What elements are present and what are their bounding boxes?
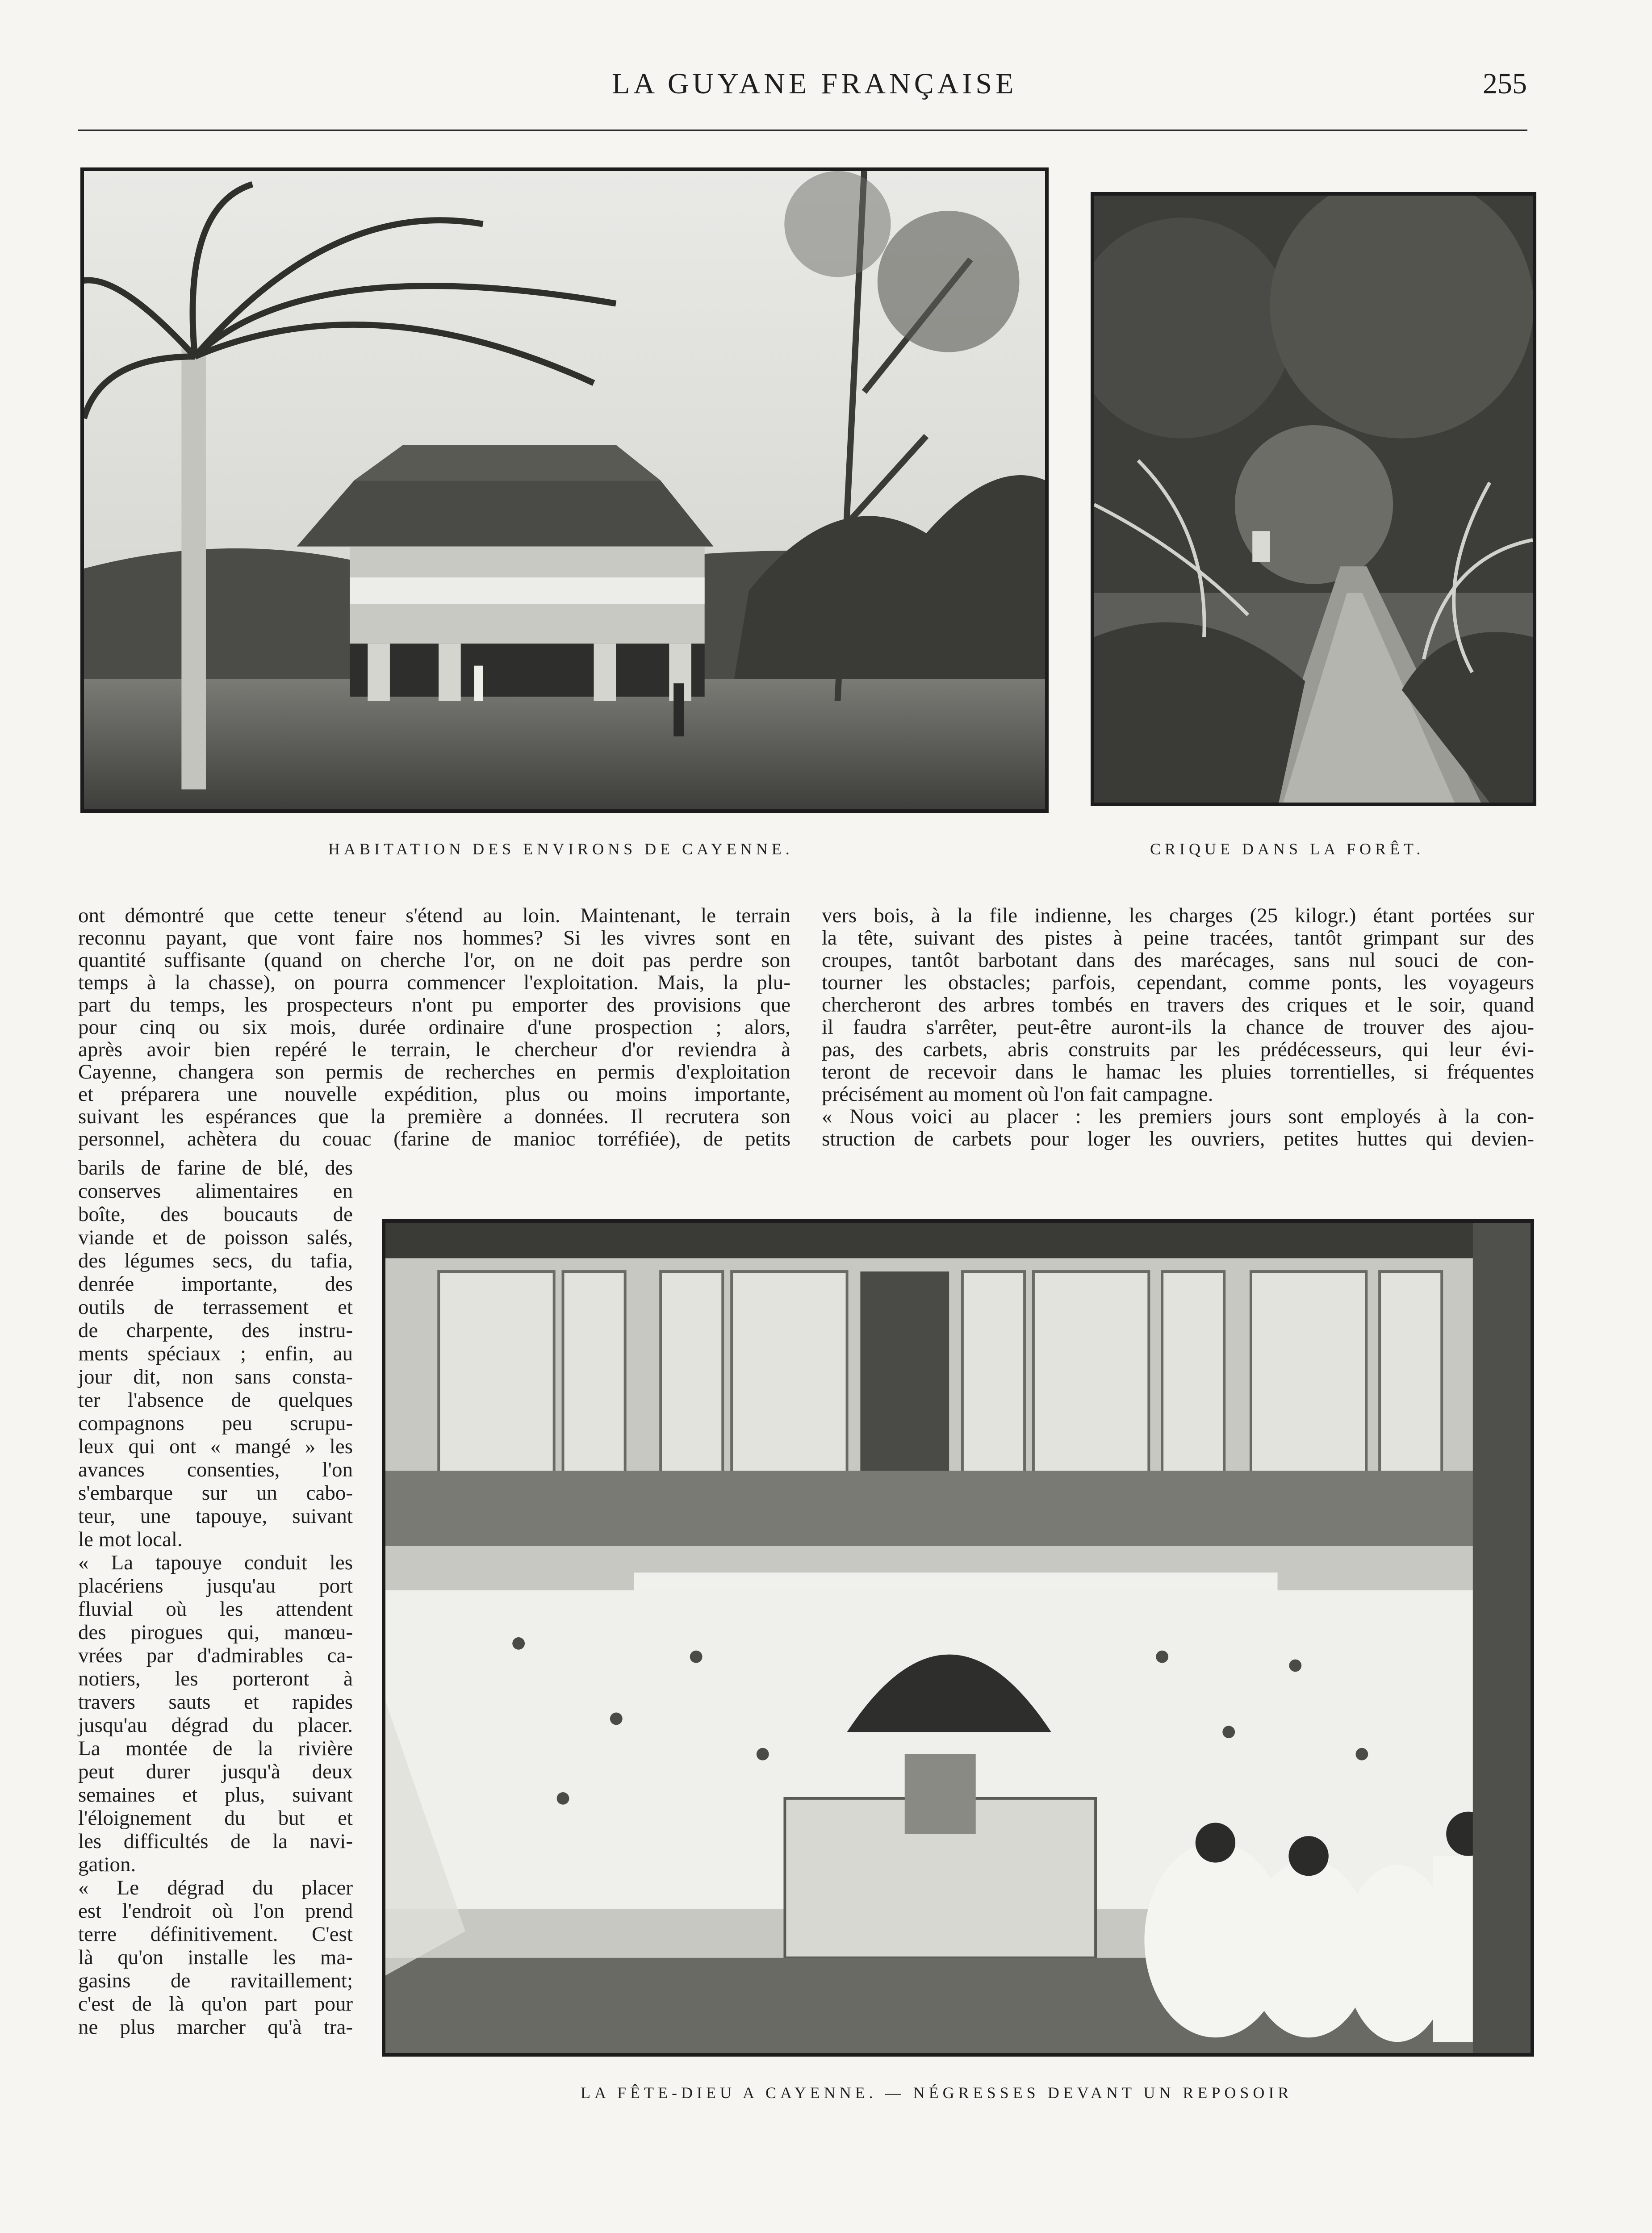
text-line: viande et de poisson salés, xyxy=(78,1226,353,1249)
text-line: pas, des carbets, abris construits par les prédécesseurs, qui leur évi- xyxy=(822,1038,1534,1061)
text-line: suivant les espérances que la première a données. Il recrutera son xyxy=(78,1105,790,1128)
text-line: précisément au moment où l'on fait campagne. xyxy=(822,1083,1213,1106)
figure-caption-fete-dieu: LA FÊTE-DIEU A CAYENNE. — NÉGRESSES DEVANT UN REPOSOIR xyxy=(581,2084,1293,2102)
text-line: part du temps, les prospecteurs n'ont pu emporter des provisions que xyxy=(78,993,790,1016)
text-line: vrées par d'admirables ca- xyxy=(78,1644,353,1667)
photo-fete-dieu xyxy=(382,1219,1534,2057)
text-line: temps à la chasse), on pourra commencer l'exploitation. Mais, la plu- xyxy=(78,971,790,994)
text-line: reconnu payant, que vont faire nos hommes? Si les vivres sont en xyxy=(78,926,790,949)
text-line: c'est de là qu'on part pour xyxy=(78,1992,353,2016)
text-line: terre définitivement. C'est xyxy=(78,1923,353,1946)
text-line: ne plus marcher qu'à tra- xyxy=(78,2016,353,2039)
text-line: des pirogues qui, manœu- xyxy=(78,1621,353,1644)
text-line: La montée de la rivière xyxy=(78,1737,353,1760)
text-line: les difficultés de la navi- xyxy=(78,1830,353,1853)
text-line: quantité suffisante (quand on cherche l'or, on ne doit pas perdre son xyxy=(78,949,790,972)
text-line: des légumes secs, du tafia, xyxy=(78,1249,353,1272)
text-line: teur, une tapouye, suivant xyxy=(78,1505,353,1528)
text-line: gasins de ravitaillement; xyxy=(78,1969,353,1992)
text-line: après avoir bien repéré le terrain, le chercheur d'or reviendra à xyxy=(78,1038,790,1061)
text-line: « Nous voici au placer : les premiers jours sont employés à la con- xyxy=(822,1105,1534,1128)
figure-caption-habitation: HABITATION DES ENVIRONS DE CAYENNE. xyxy=(328,840,794,858)
text-line: outils de terrassement et xyxy=(78,1296,353,1319)
text-line: semaines et plus, suivant xyxy=(78,1783,353,1806)
text-line: boîte, des boucauts de xyxy=(78,1203,353,1226)
text-line: notiers, les porteront à xyxy=(78,1667,353,1690)
text-line: de charpente, des instru- xyxy=(78,1319,353,1342)
text-line: jour dit, non sans consta- xyxy=(78,1365,353,1388)
text-line: placériens jusqu'au port xyxy=(78,1574,353,1597)
text-line: croupes, tantôt barbotant dans des marécages, sans nul souci de con- xyxy=(822,949,1534,972)
text-line: tourner les obstacles; parfois, cependant, comme ponts, les voyageurs xyxy=(822,971,1534,994)
text-line: jusqu'au dégrad du placer. xyxy=(78,1714,353,1737)
text-line: struction de carbets pour loger les ouvriers, petites huttes qui devien- xyxy=(822,1127,1534,1150)
text-line: leux qui ont « mangé » les xyxy=(78,1435,353,1458)
text-line: compagnons peu scrupu- xyxy=(78,1412,353,1435)
running-title: LA GUYANE FRANÇAISE xyxy=(612,67,1017,100)
text-line: peut durer jusqu'à deux xyxy=(78,1760,353,1783)
text-line: fluvial où les attendent xyxy=(78,1597,353,1621)
header-rule xyxy=(78,130,1527,131)
text-line: là qu'on installe les ma- xyxy=(78,1946,353,1969)
text-line: pour cinq ou six mois, durée ordinaire d'une prospection ; alors, xyxy=(78,1016,790,1039)
text-line: barils de farine de blé, des xyxy=(78,1156,353,1179)
text-line: s'embarque sur un cabo- xyxy=(78,1481,353,1505)
text-line: conserves alimentaires en xyxy=(78,1179,353,1203)
text-line: gation. xyxy=(78,1853,136,1876)
text-line: vers bois, à la file indienne, les charges (25 kilogr.) étant portées sur xyxy=(822,904,1534,927)
text-line: ont démontré que cette teneur s'étend au loin. Maintenant, le terrain xyxy=(78,904,790,927)
text-line: l'éloignement du but et xyxy=(78,1806,353,1830)
photo-crique xyxy=(1091,192,1536,806)
text-line: avances consenties, l'on xyxy=(78,1458,353,1481)
page-number: 255 xyxy=(1483,67,1527,100)
text-line: le mot local. xyxy=(78,1528,183,1551)
text-line: personnel, achètera du couac (farine de manioc torréfiée), de petits xyxy=(78,1127,790,1150)
text-line: teront de recevoir dans le hamac les pluies torrentielles, si fréquentes xyxy=(822,1060,1534,1083)
text-line: Cayenne, changera son permis de recherches en permis d'exploitation xyxy=(78,1060,790,1083)
text-line: la tête, suivant des pistes à peine tracées, tantôt grimpant sur des xyxy=(822,926,1534,949)
text-line: « La tapouye conduit les xyxy=(78,1551,353,1574)
text-line: et préparera une nouvelle expédition, plus ou moins importante, xyxy=(78,1083,790,1106)
text-line: ter l'absence de quelques xyxy=(78,1388,353,1412)
text-line: « Le dégrad du placer xyxy=(78,1876,353,1899)
text-line: ments spéciaux ; enfin, au xyxy=(78,1342,353,1365)
photo-habitation xyxy=(80,167,1049,813)
text-line: chercheront des arbres tombés en travers des criques et le soir, quand xyxy=(822,993,1534,1016)
figure-caption-crique: CRIQUE DANS LA FORÊT. xyxy=(1150,840,1425,858)
text-line: travers sauts et rapides xyxy=(78,1690,353,1714)
text-line: il faudra s'arrêter, peut-être auront-ils la chance de trouver des ajou- xyxy=(822,1016,1534,1039)
text-line: denrée importante, des xyxy=(78,1272,353,1296)
text-line: est l'endroit où l'on prend xyxy=(78,1899,353,1923)
